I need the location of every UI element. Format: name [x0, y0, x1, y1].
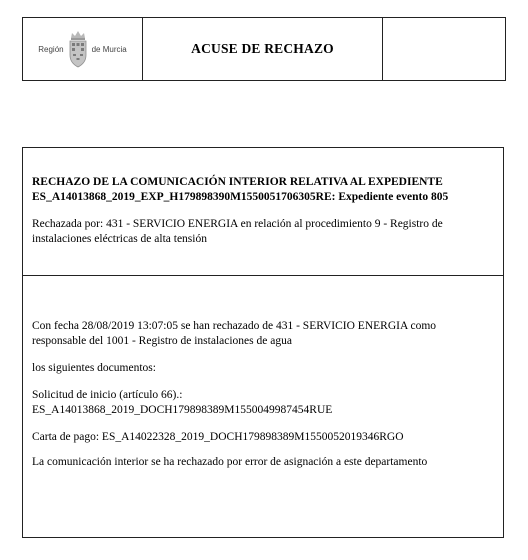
- document-id: ES_A14013868_2019_DOCH179898389M1550049987454RUE: [32, 404, 333, 416]
- document-name: Solicitud de inicio (artículo 66).:: [32, 389, 183, 401]
- logo-text-murcia: de Murcia: [91, 44, 127, 54]
- logo-text-region: Región: [38, 44, 64, 54]
- intro-text: [32, 319, 493, 349]
- rejected-by-text: [32, 217, 493, 247]
- summary-box: [22, 147, 504, 276]
- page-title: ACUSE DE RECHAZO: [143, 18, 383, 80]
- subject-line: RECHAZO DE LA COMUNICACIÓN INTERIOR RELATIVA AL EXPEDIENTE: [32, 176, 443, 188]
- intro-line: Con fecha 28/08/2019 13:07:05 se han rechazado de 431 - SERVICIO ENERGIA como: [32, 320, 437, 332]
- region-murcia-logo: [23, 18, 143, 80]
- document-entry: [32, 388, 493, 418]
- subject-line: ES_A14013868_2019_EXP_H179898390M1550051706305RE: Expediente evento 805: [32, 191, 449, 203]
- header-empty-cell: [383, 18, 505, 80]
- coat-of-arms-icon: [67, 29, 89, 69]
- document-header: [22, 17, 506, 81]
- rejected-by-line: Rechazada por: 431 - SERVICIO ENERGIA en relación al procedimiento 9 - Registro de: [32, 218, 443, 230]
- rejection-reason: La comunicación interior se ha rechazado por error de asignación a este departamento: [32, 456, 428, 468]
- payment-document: Carta de pago: ES_A14022328_2019_DOCH179898389M1550052019346RGO: [32, 431, 404, 443]
- subject-heading: [32, 175, 493, 205]
- intro-line: responsable del 1001 - Registro de instalaciones de agua: [32, 335, 292, 347]
- rejected-by-line: instalaciones eléctricas de alta tensión: [32, 233, 207, 245]
- documents-label: los siguientes documentos:: [32, 362, 156, 374]
- detail-box: [22, 275, 504, 538]
